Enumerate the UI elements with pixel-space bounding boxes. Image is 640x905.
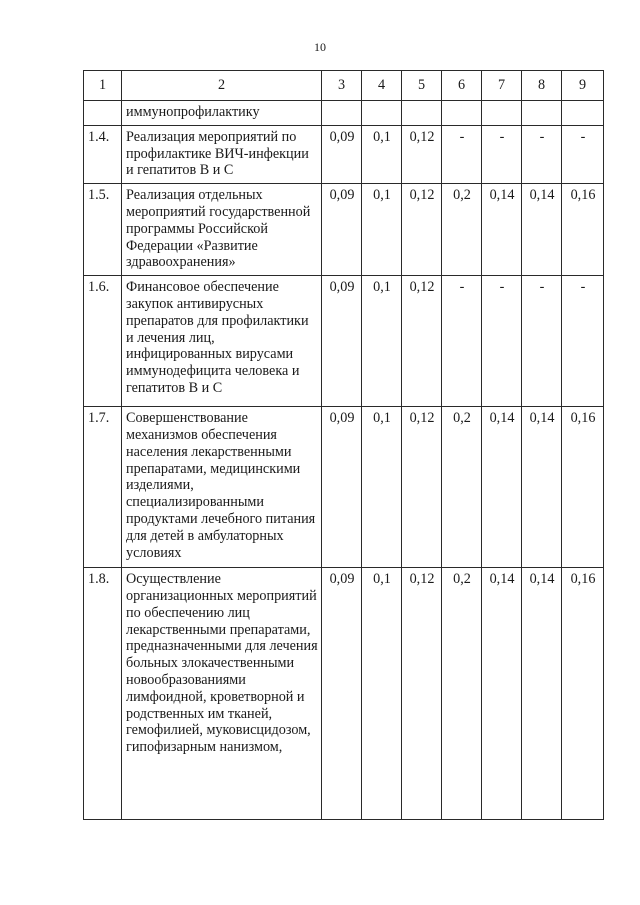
header-cell: 3 — [322, 71, 362, 101]
continuation-num-cell — [84, 101, 122, 126]
row-description-cell: Осуществление организационных мероприятий по обеспечению лиц лекарственными препаратами, предназначенными для лечения больных злокачественными новообразованиями лимфоидной, кроветворной и родственных им тканей, гемофилией, муковисцидозом, гипофизарным нанизмом, — [122, 568, 322, 820]
row-value-cell: - — [522, 276, 562, 407]
row-value-cell: 0,2 — [442, 568, 482, 820]
row-value-cell: 0,12 — [402, 125, 442, 183]
row-description-cell: Реализация мероприятий по профилактике ВИЧ-инфекции и гепатитов В и С — [122, 125, 322, 183]
header-cell: 2 — [122, 71, 322, 101]
row-number-cell: 1.7. — [84, 407, 122, 568]
row-value-cell: 0,12 — [402, 407, 442, 568]
row-value-cell: 0,1 — [362, 184, 402, 276]
continuation-row — [84, 101, 604, 126]
header-cell: 9 — [562, 71, 604, 101]
row-value-cell: 0,1 — [362, 276, 402, 407]
row-description-cell: Финансовое обеспечение закупок антивирусных препаратов для профилактики и лечения лиц, инфицированных вирусами иммунодефицита человека и гепатитов В и С — [122, 276, 322, 407]
row-value-cell: - — [562, 276, 604, 407]
row-value-cell: 0,12 — [402, 276, 442, 407]
row-description-cell: Реализация отдельных мероприятий государственной программы Российской Федерации «Развитие здравоохранения» — [122, 184, 322, 276]
row-value-cell: 0,09 — [322, 276, 362, 407]
row-number-cell: 1.5. — [84, 184, 122, 276]
row-value-cell: 0,14 — [482, 184, 522, 276]
row-value-cell: 0,14 — [482, 568, 522, 820]
row-number-cell: 1.4. — [84, 125, 122, 183]
row-value-cell: 0,16 — [562, 184, 604, 276]
table-row — [84, 125, 604, 183]
row-value-cell: 0,09 — [322, 407, 362, 568]
row-value-cell: 0,14 — [522, 184, 562, 276]
header-cell: 5 — [402, 71, 442, 101]
empty-cell — [562, 101, 604, 126]
row-number-cell: 1.6. — [84, 276, 122, 407]
row-value-cell: 0,16 — [562, 407, 604, 568]
header-cell: 1 — [84, 71, 122, 101]
header-cell: 7 — [482, 71, 522, 101]
table-header-row — [84, 71, 604, 101]
row-value-cell: 0,12 — [402, 568, 442, 820]
empty-cell — [482, 101, 522, 126]
row-value-cell: 0,1 — [362, 568, 402, 820]
data-table — [83, 70, 604, 820]
row-value-cell: 0,14 — [522, 568, 562, 820]
table-row — [84, 568, 604, 820]
row-number-cell: 1.8. — [84, 568, 122, 820]
row-value-cell: - — [482, 125, 522, 183]
page-number: 10 — [314, 40, 326, 54]
row-value-cell: 0,16 — [562, 568, 604, 820]
header-cell: 6 — [442, 71, 482, 101]
row-value-cell: - — [522, 125, 562, 183]
header-cell: 4 — [362, 71, 402, 101]
row-value-cell: 0,1 — [362, 407, 402, 568]
row-value-cell: 0,1 — [362, 125, 402, 183]
row-value-cell: - — [562, 125, 604, 183]
continuation-text-cell: иммунопрофилактику — [122, 101, 322, 126]
header-cell: 8 — [522, 71, 562, 101]
row-value-cell: 0,12 — [402, 184, 442, 276]
row-value-cell: 0,09 — [322, 184, 362, 276]
row-value-cell: - — [442, 276, 482, 407]
empty-cell — [362, 101, 402, 126]
table-row — [84, 184, 604, 276]
row-value-cell: 0,14 — [522, 407, 562, 568]
empty-cell — [522, 101, 562, 126]
row-value-cell: - — [442, 125, 482, 183]
empty-cell — [442, 101, 482, 126]
empty-cell — [322, 101, 362, 126]
table-row — [84, 276, 604, 407]
row-value-cell: 0,2 — [442, 184, 482, 276]
row-value-cell: 0,09 — [322, 568, 362, 820]
table-row — [84, 407, 604, 568]
empty-cell — [402, 101, 442, 126]
row-value-cell: 0,09 — [322, 125, 362, 183]
row-value-cell: 0,2 — [442, 407, 482, 568]
row-value-cell: - — [482, 276, 522, 407]
row-description-cell: Совершенствование механизмов обеспечения населения лекарственными препаратами, медицинскими изделиями, специализированными продуктами лечебного питания для детей в амбулаторных условиях — [122, 407, 322, 568]
row-value-cell: 0,14 — [482, 407, 522, 568]
